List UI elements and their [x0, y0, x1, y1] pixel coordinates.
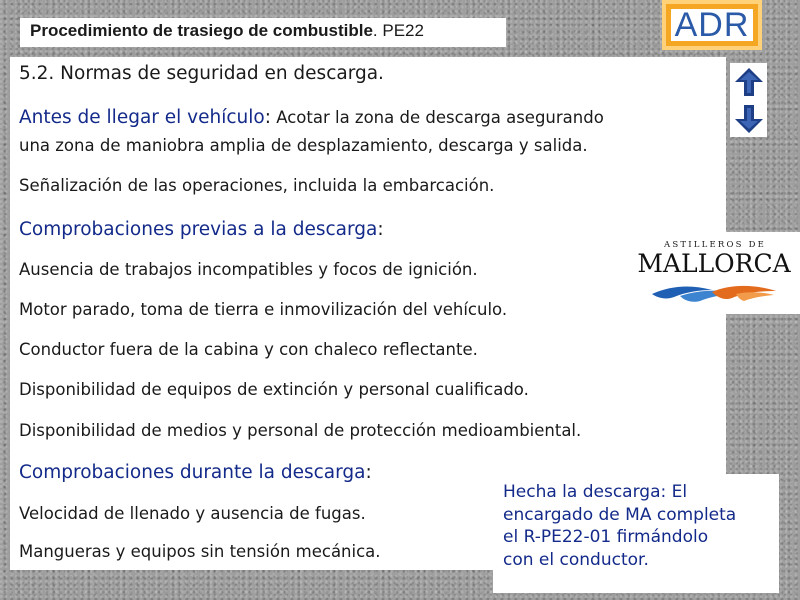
during-check-item: Velocidad de llenado y ausencia de fugas. [19, 504, 366, 523]
mallorca-logo [630, 232, 800, 314]
adr-logo [662, 0, 762, 50]
note-line [503, 481, 779, 504]
note-line: encargado de MA completa [503, 504, 737, 525]
pre-check-item: Conductor fuera de la cabina y con chaleco reflectante. [19, 340, 478, 359]
mallorca-logo-name: MALLORCA [637, 249, 791, 278]
adr-logo-inner [671, 6, 753, 44]
procedure-code: PE22 [382, 21, 424, 40]
arrow-down-icon[interactable] [730, 100, 767, 137]
note-line: el R-PE22-01 firmándolo [503, 527, 709, 547]
arrow-up-icon[interactable] [730, 63, 767, 100]
during-checks-colon: : [365, 462, 372, 483]
mallorca-logo-subtitle: ASTILLEROS DE [664, 240, 766, 250]
before-arrival-line [19, 107, 604, 128]
before-arrival-text: Acotar la zona de descarga asegurando [270, 108, 604, 127]
title-separator: . [372, 21, 383, 40]
pre-checks-label: Comprobaciones previas a la descarga [19, 219, 378, 240]
adr-logo-text: ADR [674, 6, 750, 44]
during-checks-heading [19, 462, 372, 483]
post-discharge-note [493, 474, 779, 593]
pre-checks-heading [19, 219, 384, 240]
before-arrival-colon: : [264, 107, 271, 128]
before-arrival-label: Antes de llegar el vehículo [19, 107, 265, 128]
pre-checks-colon: : [377, 219, 384, 240]
during-check-item: Mangueras y equipos sin tensión mecánica. [19, 542, 381, 561]
document-title: Procedimiento de trasiego de combustible [30, 21, 373, 40]
pre-check-item: Disponibilidad de equipos de extinción y personal cualificado. [19, 380, 529, 399]
note-text: El [666, 482, 688, 502]
page-header [20, 18, 506, 47]
shell-wave-icon [650, 280, 780, 306]
section-title: 5.2. Normas de seguridad en descarga. [19, 63, 384, 84]
pre-check-item: Disponibilidad de medios y personal de protección medioambiental. [19, 421, 582, 440]
pre-check-item: Ausencia de trabajos incompatibles y focos de ignición. [19, 260, 478, 279]
before-arrival-text-cont: una zona de maniobra amplia de desplazamiento, descarga y salida. [19, 136, 588, 155]
signalling-text: Señalización de las operaciones, incluida la embarcación. [19, 176, 495, 195]
slide-navigation [730, 63, 767, 137]
note-line: con el conductor. [503, 549, 649, 570]
during-checks-label: Comprobaciones durante la descarga [19, 462, 366, 483]
note-label: Hecha la descarga: [503, 482, 667, 502]
pre-check-item: Motor parado, toma de tierra e inmovilización del vehículo. [19, 300, 508, 319]
